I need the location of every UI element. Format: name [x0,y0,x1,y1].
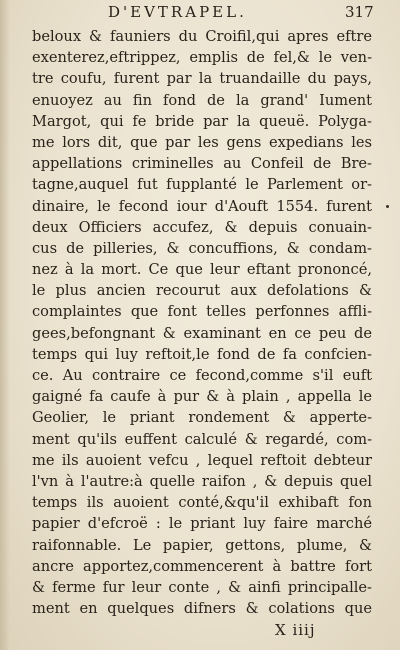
text-line: ment en quelques difners & colations que [32,600,372,618]
text-line: cus de pilleries, & concuffions, & condam- [32,239,372,257]
text-line: temps ils auoient conté,&qu'il exhibaft fon [32,494,372,512]
text-line: Margot, qui fe bride par la queuë. Polyga- [32,112,372,130]
text-line: complaintes que font telles perfonnes affli- [32,303,372,321]
text-line: Geolier, le priant rondement & apperte- [32,409,372,427]
text-line: me ils auoient vefcu , lequel reftoit debteur [32,451,372,469]
text-line: ancre apportez,commencerent à battre fort [32,557,372,575]
text-line: tre coufu, furent par la truandaille du pays, [32,70,372,88]
text-line: ment qu'ils euffent calculé & regardé, com- [32,430,372,448]
text-line: gaigné fa caufe à pur & à plain , appella le [32,388,372,406]
text-line: temps qui luy reftoit,le fond de fa confcien- [32,345,372,363]
text-line: me lors dit, que par les gens expedians les [32,133,372,151]
text-line: appellations criminelles au Confeil de Bre- [32,155,372,173]
page-number: 317 [345,3,374,21]
page-gutter-shadow [0,0,10,650]
text-line: le plus ancien recourut aux defolations & [32,282,372,300]
text-line: raifonnable. Le papier, gettons, plume, & [32,536,372,554]
running-head-title: D'EVTRAPEL. [108,3,247,21]
text-line: enuoyez au fin fond de la grand' Iument [32,91,372,109]
text-line: exenterez,eftrippez, emplis de fel,& le ven- [32,49,372,67]
text-line: l'vn à l'autre:à quelle raifon , & depuis quel [32,472,372,490]
signature-mark: X iiij [275,621,316,639]
text-line: nez à la mort. Ce que leur eftant prononcé, [32,261,372,279]
text-line: papier d'efcroë : le priant luy faire marché [32,515,372,533]
text-line: beloux & fauniers du Croifil,qui apres eftre [32,28,372,45]
text-line: & ferme fur leur conte , & ainfi principalle- [32,578,372,596]
text-line: tagne,auquel fut fupplanté le Parlement or- [32,176,372,194]
text-line: ce. Au contraire ce fecond,comme s'il euft [32,367,372,384]
text-line: deux Officiers accufez, & depuis conuain- [32,218,372,236]
running-head [0,2,400,22]
body-text [32,26,372,619]
text-line: gees,befongnant & examinant en ce peu de [32,324,372,342]
text-line: dinaire, le fecond iour d'Aouft 1554. furent [32,197,372,215]
margin-mark [386,205,389,208]
